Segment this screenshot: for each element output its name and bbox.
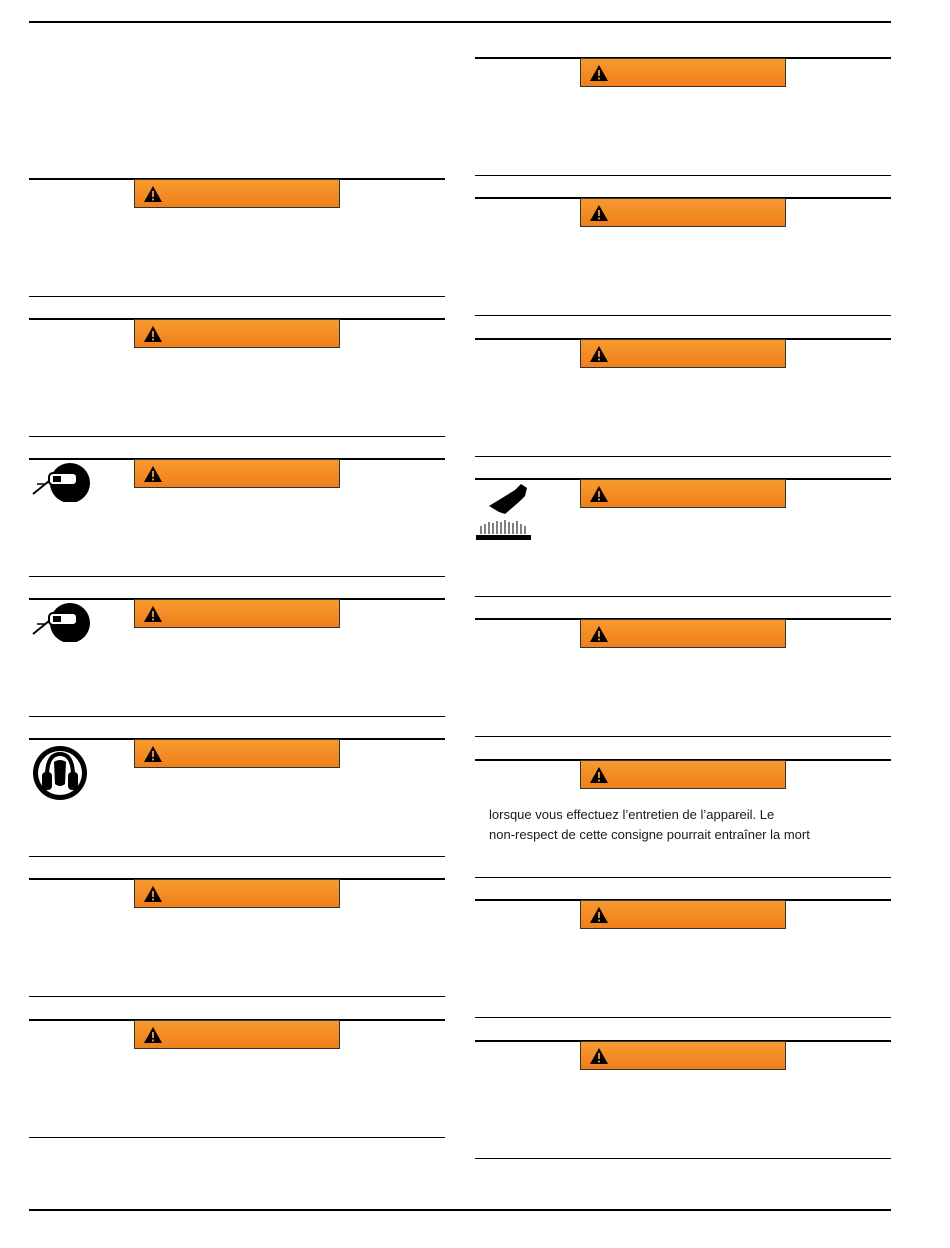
ear-protection-icon <box>29 742 93 806</box>
warning-triangle-icon <box>143 465 163 483</box>
warning-triangle-icon <box>589 906 609 924</box>
warning-triangle-icon <box>589 204 609 222</box>
warning-block <box>29 738 445 858</box>
left-column <box>29 0 445 1248</box>
warning-block <box>29 878 445 998</box>
warning-banner <box>134 1020 340 1049</box>
warning-triangle-icon <box>143 745 163 763</box>
warning-triangle-icon <box>143 185 163 203</box>
warning-block <box>29 458 445 578</box>
safety-goggles-icon <box>29 598 93 642</box>
warning-triangle-icon <box>143 325 163 343</box>
warning-banner <box>134 599 340 628</box>
warning-triangle-icon <box>143 1026 163 1044</box>
warning-block <box>475 197 891 317</box>
warning-block <box>475 57 891 177</box>
warning-block <box>29 1019 445 1139</box>
warning-banner <box>580 619 786 648</box>
warning-block <box>475 1040 891 1160</box>
warning-triangle-icon <box>589 485 609 503</box>
warning-banner <box>580 198 786 227</box>
warning-banner <box>580 479 786 508</box>
warning-banner <box>580 58 786 87</box>
hot-surface-hand-icon <box>475 480 537 544</box>
warning-triangle-icon <box>589 64 609 82</box>
warning-triangle-icon <box>589 766 609 784</box>
warning-text <box>489 805 889 845</box>
warning-triangle-icon <box>589 1047 609 1065</box>
warning-text-line: lorsque vous effectuez l’entretien de l’appareil. Le <box>489 807 775 822</box>
warning-triangle-icon <box>589 345 609 363</box>
warning-banner <box>134 739 340 768</box>
warning-banner <box>580 900 786 929</box>
safety-goggles-icon <box>29 458 93 502</box>
warning-text-line: non-respect de cette consigne pourrait entraîner la mort <box>489 827 810 842</box>
warning-banner <box>134 319 340 348</box>
warning-block <box>29 598 445 718</box>
warning-banner <box>580 1041 786 1070</box>
warning-block <box>29 178 445 298</box>
warning-banner <box>580 760 786 789</box>
warning-block <box>475 338 891 458</box>
page-bottom-rule <box>29 1209 891 1211</box>
warning-banner <box>134 459 340 488</box>
warning-triangle-icon <box>143 605 163 623</box>
warning-block <box>29 318 445 438</box>
warning-block <box>475 478 891 598</box>
warning-block <box>475 618 891 738</box>
warning-block <box>475 899 891 1019</box>
warning-banner <box>580 339 786 368</box>
right-column <box>475 0 891 1248</box>
warning-banner <box>134 879 340 908</box>
warning-banner <box>134 179 340 208</box>
warning-block <box>475 759 891 879</box>
warning-triangle-icon <box>589 625 609 643</box>
warning-triangle-icon <box>143 885 163 903</box>
